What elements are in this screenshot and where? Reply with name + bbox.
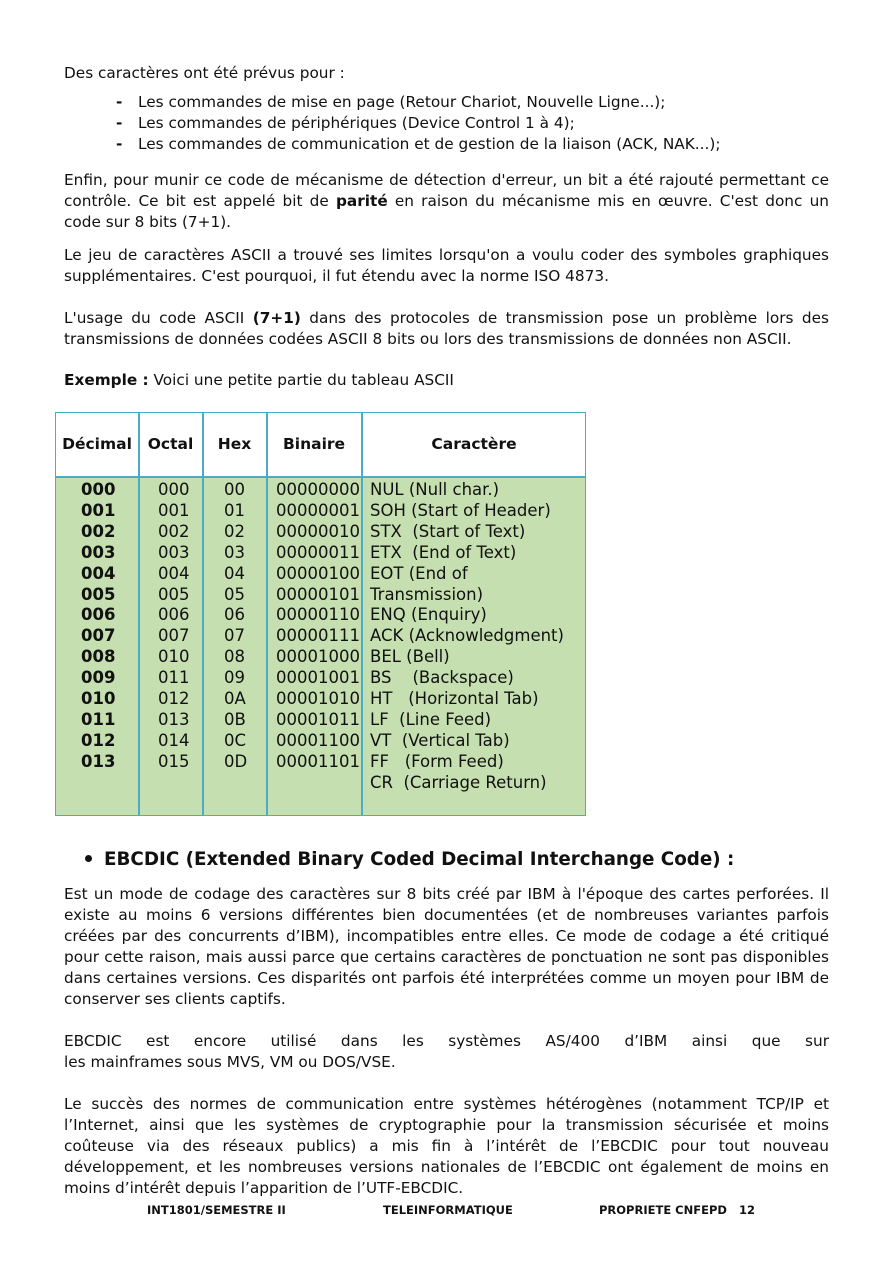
table-cell-hex: 02: [224, 521, 245, 541]
table-cell-hex: 00: [224, 480, 245, 499]
dash-list: [116, 92, 829, 155]
table-cell-character: SOH (Start of Header): [370, 500, 551, 520]
table-cell-decimal: 009: [81, 668, 116, 688]
table-cell-binary: 00000101: [276, 584, 360, 604]
example-label: Exemple :: [64, 371, 149, 389]
table-cell-decimal: 003: [81, 542, 116, 562]
text-span: dans des protocoles de transmission pose un problème lors des transmissions de données codées ASCII 8 bits ou lors des transmissions de données non ASCII.: [64, 309, 829, 348]
table-cell-octal: 006: [158, 605, 190, 625]
header-hex: Hex: [217, 435, 252, 453]
table-cell-binary: 00001100: [276, 730, 360, 750]
table-cell-octal: 013: [158, 709, 190, 729]
text-span: en raison du mécanisme mis en œuvre. C'est donc un code sur 8 bits (7+1).: [64, 192, 829, 231]
ascii-table: [55, 412, 586, 816]
hex-column: [224, 480, 247, 773]
table-cell-binary: 00000110: [276, 605, 360, 625]
table-cell-decimal: 004: [81, 563, 116, 583]
bold-term: parité: [335, 192, 388, 210]
table-cell-binary: 00000100: [276, 563, 360, 583]
footer-subject: TELEINFORMATIQUE: [383, 1203, 513, 1217]
table-cell-decimal: 011: [81, 709, 116, 729]
paragraph-ebcdic-1: Est un mode de codage des caractères sur 8 bits créé par IBM à l'époque des cartes perforées. Il existe au moins 6 versions différentes bien documentées (et de nombreuses variantes parfois créées par des concurrents d’IBM), incompatibles entre elles. Ce mode de codage a été critiqué pour cette raison, mais aussi parce que certains caractères de ponctuation ne sont pas disponibles dans certaines versions. Ces disparités ont parfois été interprétées comme un moyen pour IBM de conserver ses clients captifs.: [64, 885, 829, 1008]
intro-text: Des caractères ont été prévus pour :: [64, 64, 345, 82]
table-cell-hex: 03: [224, 542, 245, 562]
header-decimal: Décimal: [62, 435, 132, 453]
table-cell-character: Transmission): [370, 584, 484, 604]
table-cell-hex: 09: [224, 668, 245, 688]
page-footer: [0, 1203, 893, 1223]
paragraph-ebcdic-2-line1: EBCDIC est encore utilisé dans les systèmes AS/400 d’IBM ainsi que sur: [64, 1032, 829, 1050]
table-cell-decimal: 002: [81, 521, 116, 541]
table-cell-octal: 005: [158, 584, 190, 604]
table-cell-hex: 05: [224, 584, 245, 604]
table-cell-binary: 00000010: [276, 521, 360, 541]
table-cell-octal: 003: [158, 542, 190, 562]
table-cell-character: ACK (Acknowledgment): [370, 626, 564, 646]
text-span: L'usage du code ASCII: [64, 309, 253, 327]
table-cell-character: ENQ (Enquiry): [370, 605, 487, 625]
table-cell-binary: 00000000: [276, 480, 360, 499]
table-cell-decimal: 005: [81, 584, 116, 604]
page-number: 12: [739, 1203, 756, 1217]
table-cell-octal: 012: [158, 689, 190, 709]
decimal-column: [81, 480, 115, 773]
table-cell-octal: 000: [158, 480, 190, 499]
table-cell-binary: 00000111: [276, 626, 360, 646]
paragraph-ebcdic-2-line2: les mainframes sous MVS, VM ou DOS/VSE.: [64, 1053, 396, 1071]
table-cell-decimal: 006: [81, 605, 116, 625]
table-cell-character: VT (Vertical Tab): [370, 730, 510, 750]
ebcdic-heading: [85, 848, 734, 872]
table-cell-character: FF (Form Feed): [370, 751, 504, 771]
octal-column: [158, 480, 190, 773]
table-cell-binary: 00001000: [276, 647, 360, 667]
table-cell-binary: 00000001: [276, 500, 360, 520]
table-cell-character: STX (Start of Text): [370, 521, 526, 541]
text-span: Enfin, pour munir ce code de mécanisme de détection d'erreur, un bit a été rajouté permettant ce contrôle. Ce bit est appelé bit de: [64, 171, 829, 210]
table-cell-octal: 007: [158, 626, 190, 646]
header-binary: Binaire: [282, 435, 346, 453]
table-cell-hex: 04: [224, 563, 245, 583]
heading-text: EBCDIC (Extended Binary Coded Decimal Interchange Code) :: [104, 849, 735, 870]
table-cell-hex: 0C: [224, 730, 247, 750]
table-cell-character: EOT (End of: [370, 563, 468, 583]
table-cell-character: BEL (Bell): [370, 647, 450, 667]
header-octal: Octal: [147, 435, 194, 453]
list-item: - Les commandes de mise en page (Retour Chariot, Nouvelle Ligne...);: [116, 92, 829, 113]
table-cell-character: NUL (Null char.): [370, 480, 500, 499]
binary-column: [276, 480, 360, 773]
table-cell-character: HT (Horizontal Tab): [370, 689, 539, 709]
list-item: - Les commandes de périphériques (Device Control 1 à 4);: [116, 113, 829, 134]
footer-owner: PROPRIETE CNFEPD: [599, 1203, 727, 1217]
table-cell-octal: 010: [158, 647, 190, 667]
bold-term: (7+1): [252, 309, 301, 327]
table-cell-character: ETX (End of Text): [370, 542, 517, 562]
example-text: Voici une petite partie du tableau ASCII: [148, 371, 454, 389]
table-cell-decimal: 008: [81, 647, 116, 667]
table-cell-octal: 011: [158, 668, 190, 688]
table-cell-binary: 00001101: [276, 751, 360, 771]
table-cell-character: LF (Line Feed): [370, 709, 492, 729]
table-cell-hex: 06: [224, 605, 245, 625]
table-cell-binary: 00001011: [276, 709, 360, 729]
table-cell-hex: 0B: [224, 709, 246, 729]
table-cell-hex: 0D: [224, 751, 248, 771]
table-cell-character: CR (Carriage Return): [370, 772, 547, 792]
table-cell-hex: 0A: [224, 689, 246, 709]
paragraph-usage: [64, 308, 829, 350]
bullet-icon: [85, 855, 92, 862]
table-cell-decimal: 012: [81, 730, 116, 750]
example-line: [64, 370, 829, 391]
table-cell-hex: 07: [224, 626, 245, 646]
paragraph-limits: Le jeu de caractères ASCII a trouvé ses limites lorsqu'on a voulu coder des symboles graphiques supplémentaires. C'est pourquoi, il fut étendu avec la norme ISO 4873.: [64, 246, 829, 285]
table-cell-binary: 00001001: [276, 668, 360, 688]
table-cell-binary: 00001010: [276, 689, 360, 709]
table-cell-decimal: 013: [81, 751, 116, 771]
list-item: - Les commandes de communication et de gestion de la liaison (ACK, NAK...);: [116, 134, 829, 155]
paragraph-ebcdic-3: Le succès des normes de communication entre systèmes hétérogènes (notamment TCP/IP et l’Internet, ainsi que les systèmes de cryptographie pour la transmission sécurisée et moins coûteuse via des réseaux publics) a mis fin à l’intérêt de l’EBCDIC pour tout nouveau développement, et les nombreuses versions nationales de l’EBCDIC ont également de moins en moins d’intérêt depuis l’apparition de l’UTF-EBCDIC.: [64, 1095, 829, 1197]
table-cell-octal: 014: [158, 730, 190, 750]
table-cell-octal: 015: [158, 751, 190, 771]
header-character: Caractère: [431, 435, 517, 453]
table-cell-octal: 002: [158, 521, 190, 541]
table-cell-decimal: 001: [81, 500, 116, 520]
footer-course: INT1801/SEMESTRE II: [147, 1203, 286, 1217]
table-cell-character: BS (Backspace): [370, 668, 514, 688]
table-cell-decimal: 007: [81, 626, 116, 646]
table-cell-hex: 08: [224, 647, 245, 667]
table-cell-decimal: 010: [81, 689, 116, 709]
table-cell-decimal: 000: [81, 480, 116, 499]
table-cell-octal: 001: [158, 500, 190, 520]
character-column: [370, 480, 564, 794]
table-cell-octal: 004: [158, 563, 190, 583]
paragraph-parity: [64, 170, 829, 233]
table-cell-hex: 01: [224, 500, 245, 520]
table-cell-binary: 00000011: [276, 542, 360, 562]
